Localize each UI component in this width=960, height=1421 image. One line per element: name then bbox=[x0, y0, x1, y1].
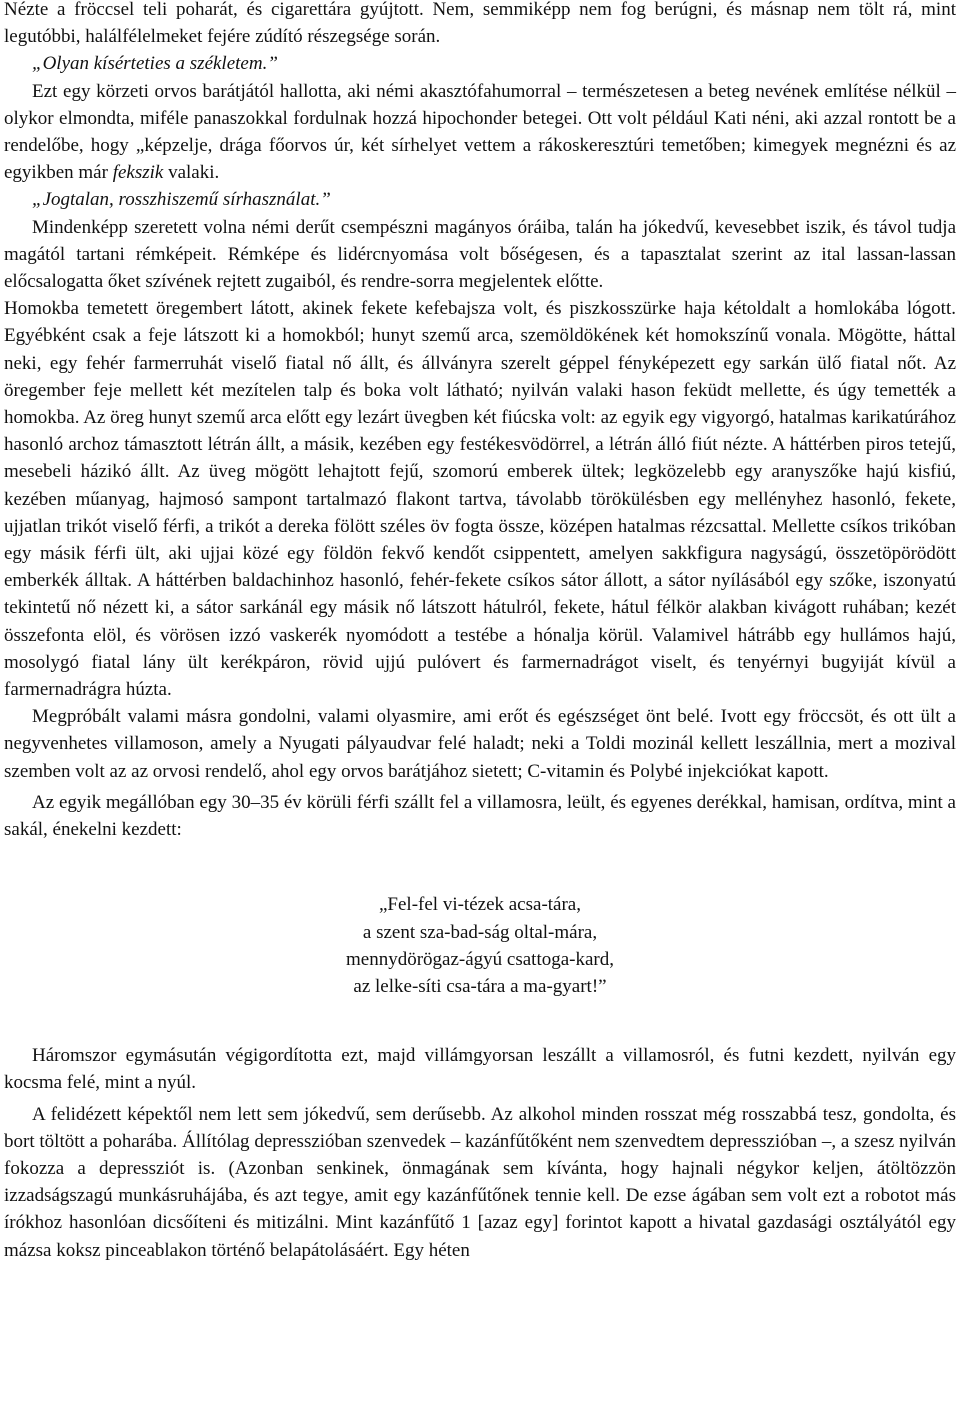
text-run: Megpróbált valami másra gondolni, valami olyasmire, ami erőt és egészséget önt belé. Ivott egy fröccsöt, és ott ült a negyvenhetes villamoson, amely a Nyugati pályaudvar felé haladt; neki a Toldi mozinál kellett leszállnia, mert a mozival szemben volt az az orvosi rendelő, ahol egy orvos barátjához sietett; C-vitamin és Polybé injekciókat kapott. bbox=[4, 706, 956, 782]
poem-line: a szent sza-bad-ság oltal-mára, bbox=[362, 921, 598, 943]
poem-line: az lelke-síti csa-tára a ma-gyart!” bbox=[353, 975, 607, 997]
poem-block bbox=[4, 891, 956, 1000]
text-run: Nézte a fröccsel teli poharát, és cigarettára gyújtott. Nem, semmiképp nem fog berúgni, és másnap nem tölt rá, mint legutóbbi, halálfélelmeket fejére zúdító részegsége során. bbox=[4, 0, 956, 48]
text-run: A felidézett képektől nem lett sem jókedvű, sem derűsebb. Az alkohol minden rosszat még rosszabbá tesz, gondolta, és bort töltött a poharába. Állítólag depresszióban szenvedek – kazánfűtőként nem szenvedtem depresszióban –, a szesz nyilván fokozza a depressziót is. (Azonban senkinek, önmagának sem kívánta, hogy hajnali négykor keljen, átöltözzön izzadságszagú munkásruhájába, és azt tegye, amit egy kazánfűtőnek tennie kell. De ezse ágában sem volt ezt a robotot más írókhoz hasonlóan dicsőíteni és mitizálni. Mint kazánfűtő 1 [azaz egy] forintot kapott a hivatal gazdasági osztályától egy mázsa koksz pinceablakon történő belapátolásáért. Egy héten bbox=[4, 1103, 956, 1261]
italic-text: „Olyan kísérteties a székletem.” bbox=[32, 53, 278, 75]
text-run: Mindenképp szeretett volna némi derűt csempészni magányos óráiba, talán ha jókedvű, kevesebbet iszik, és távol tudja magától tartani rémképeit. Rémképe és lidércnyomása volt bőségesen, és a tapasztalat szerint az ital lassan-lassan előcsalogatta őket szívének rejtett zugaiból, és rendre-sorra megjelentek előtte. bbox=[4, 216, 956, 293]
paragraph-3 bbox=[4, 78, 956, 187]
poem-line: „Fel-fel vi-tézek acsa-tára, bbox=[378, 894, 581, 916]
document-page bbox=[4, 0, 956, 1264]
paragraph-9 bbox=[4, 1042, 956, 1096]
text-run: valaki. bbox=[163, 162, 220, 184]
paragraph-2 bbox=[4, 50, 956, 77]
text-run: Az egyik megállóban egy 30–35 év körüli férfi szállt fel a villamosra, leült, és egyenes derékkal, hamisan, ordítva, mint a sakál, énekelni kezdett: bbox=[4, 791, 956, 841]
italic-text: fekszik bbox=[112, 162, 164, 184]
italic-text: „Jogtalan, rosszhiszemű sírhasználat.” bbox=[32, 189, 331, 211]
paragraph-5 bbox=[4, 214, 956, 296]
text-run: Ezt egy körzeti orvos barátjától hallotta, aki némi akasztófahumorral – természetesen a beteg nevének említése nélkül – olykor elmondta, miféle panaszokkal fordulnak hozzá hipochonder betegei. Ott volt például Kati néni, aki azzal rontott be a rendelőbe, hogy „képzelje, drága főorvos úr, két sírhelyet vettem a rákoskeresztúri temetőben; kimegyek megnézni és az egyikben már bbox=[4, 80, 956, 184]
paragraph-4 bbox=[4, 186, 956, 213]
paragraph-8 bbox=[4, 789, 956, 843]
paragraph-6 bbox=[4, 295, 956, 703]
poem-line: mennydörögaz-ágyú csattoga-kard, bbox=[345, 948, 614, 970]
paragraph-10 bbox=[4, 1101, 956, 1264]
paragraph-7 bbox=[4, 703, 956, 785]
text-run: Homokba temetett öregembert látott, akinek fekete kefebajsza volt, és piszkosszürke haja kétoldalt a homlokába lógott. Egyébként csak a feje látszott ki a homokból; hunyt szemű arca, szemöldökének két homokszínű vonala. Mögötte, háttal neki, egy fehér farmerruhát viselő fiatal nő állt, és állványra szerelt géppel fényképezett egy sarkán ülő fiatal nőt. Az öregember feje mellett két mezítelen talp és boka volt látható; nyilván valaki hason feküdt mellette, és úgy temették a homokba. Az öreg hunyt szemű arca előtt egy lezárt üvegben két fiúcska volt: az egyik egy vigyorgó, hatalmas karikatúrához hasonló archoz támasztott létrán állt, a másik, kezében egy festékesvödörrel, a létrán álló fiút nézte. A háttérben piros tetejű, mesebeli házikó állt. Az üveg mögött lehajtott fejű, szomorú emberek ültek; legközelebb egy aranyszőke hajú kisfiú, kezében műanyag, hajmosó sampont tartalmazó flakont tartva, távolabb törökülésben egy mellényhez hasonló, fekete, ujjatlan trikót viselő férfi, a trikót a dereka fölött széles öv fogta össze, középen hatalmas rézcsattal. Mellette csíkos trikóban egy másik férfi ült, aki ujjai közé egy földön fekvő kendőt csippentett, amelyen sakkfigura nagyságú, összetöpörödött emberkék álltak. A háttérben baldachinhoz hasonló, fehér-fekete csíkos sátor állott, a sátor nyílásából egy szőke, iszonyatú tekintetű nő nézett ki, a sátor sarkánál egy másik nő látszott hátulról, fekete, hátul félkör alakban kivágott ruhában; kezét összefonta elöl, és vörösen izzó vaskerék nyomódott a testébe a hónalja körül. Valamivel hátrább egy hullámos hajú, mosolygó fiatal lány ült kerékpáron, rövid ujjú pulóvert és farmernadrágot viselt, és tenyérnyi bugyiját kívül a farmernadrágra húzta. bbox=[4, 298, 956, 701]
paragraph-1 bbox=[4, 0, 956, 50]
text-run: Háromszor egymásután végigordította ezt, majd villámgyorsan leszállt a villamosról, és futni kezdett, nyilván egy kocsma felé, mint a nyúl. bbox=[4, 1045, 956, 1094]
